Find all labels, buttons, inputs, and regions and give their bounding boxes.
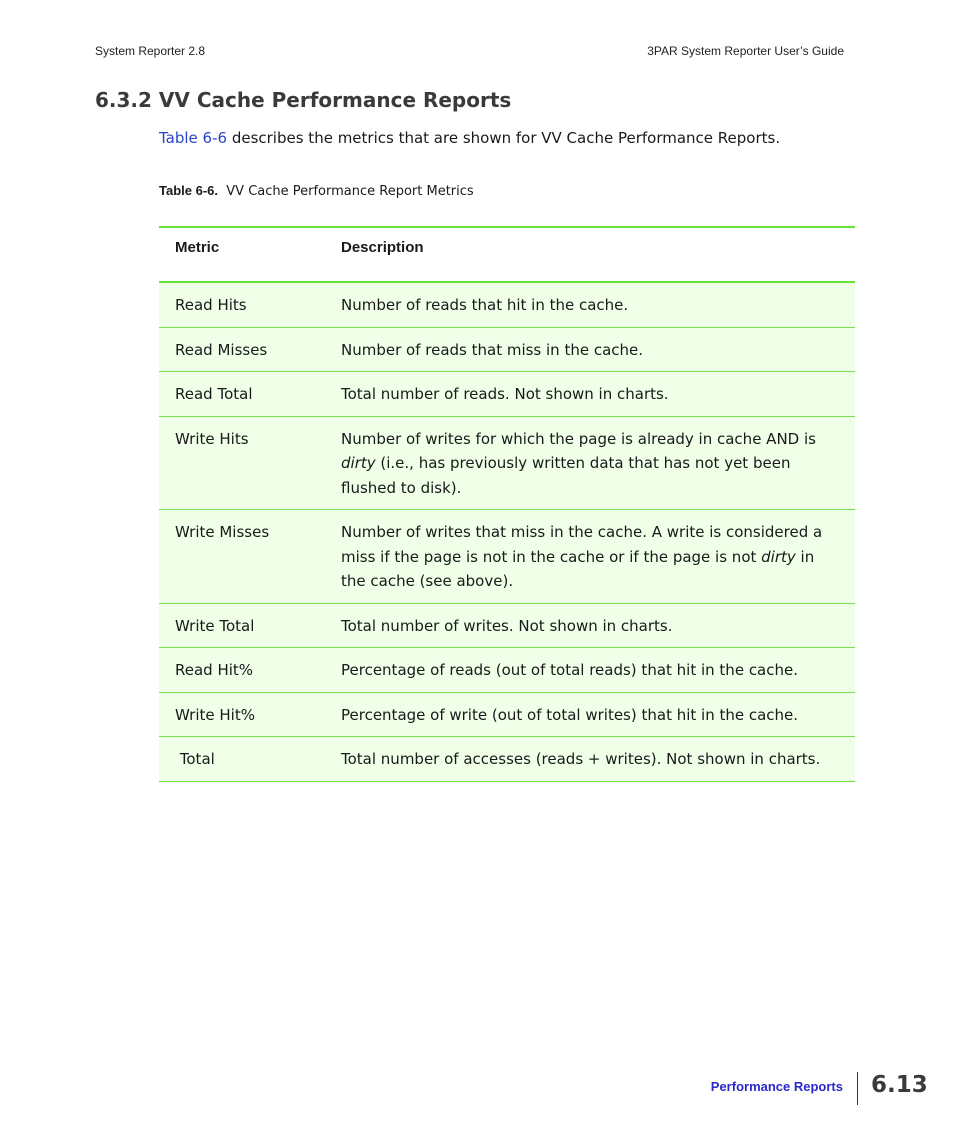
table-row <box>159 648 855 693</box>
table-row <box>159 372 855 417</box>
description-emphasis: dirty <box>761 547 796 566</box>
metric-cell: Total <box>159 737 325 782</box>
metric-cell: Read Misses <box>159 327 325 372</box>
table-row <box>159 416 855 510</box>
description-text: in the cache (see above). <box>341 547 815 590</box>
intro-text: describes the metrics that are shown for VV Cache Performance Reports. <box>227 129 781 147</box>
footer-divider <box>857 1072 858 1105</box>
running-header-left: System Reporter 2.8 <box>95 44 206 58</box>
description-emphasis: dirty <box>341 454 376 472</box>
intro-paragraph <box>159 129 780 147</box>
description-cell <box>325 510 855 604</box>
table-caption <box>159 183 474 199</box>
description-text: Number of writes for which the page is already in cache AND is <box>341 429 816 448</box>
description-text: (i.e., has previously written data that has not yet been flushed to disk). <box>341 454 791 497</box>
footer-section-label: Performance Reports <box>710 1079 843 1094</box>
description-text: Number of writes that miss in the cache. A write is considered a miss if the page is not in the cache or if the page is not <box>341 523 823 566</box>
table-row <box>159 603 855 648</box>
description-cell: Percentage of reads (out of total reads) that hit in the cache. <box>325 648 855 693</box>
table-header-row <box>159 227 855 282</box>
description-cell: Total number of reads. Not shown in charts. <box>325 372 855 417</box>
running-header-right: 3PAR System Reporter User’s Guide <box>647 44 844 58</box>
metric-cell: Write Hits <box>159 416 325 510</box>
column-header-metric: Metric <box>159 227 325 282</box>
table-reference-link[interactable]: Table 6-6 <box>159 129 228 147</box>
description-cell: Percentage of write (out of total writes) that hit in the cache. <box>325 692 855 737</box>
description-cell: Total number of writes. Not shown in charts. <box>325 603 855 648</box>
description-cell: Total number of accesses (reads + writes). Not shown in charts. <box>325 737 855 782</box>
description-cell <box>325 416 855 510</box>
table-row <box>159 737 855 782</box>
metric-cell: Write Misses <box>159 510 325 604</box>
metric-cell: Read Total <box>159 372 325 417</box>
section-title: 6.3.2 VV Cache Performance Reports <box>95 88 512 112</box>
description-cell: Number of reads that hit in the cache. <box>325 282 855 327</box>
metric-cell: Write Total <box>159 603 325 648</box>
table-caption-text: VV Cache Performance Report Metrics <box>218 184 474 199</box>
table-row <box>159 282 855 327</box>
metric-cell: Read Hit% <box>159 648 325 693</box>
metric-cell: Read Hits <box>159 282 325 327</box>
metric-cell: Write Hit% <box>159 692 325 737</box>
metrics-table <box>159 226 855 782</box>
table-caption-number: Table 6-6. <box>159 183 219 198</box>
description-cell: Number of reads that miss in the cache. <box>325 327 855 372</box>
table-row <box>159 510 855 604</box>
page-number: 6.13 <box>871 1072 928 1098</box>
table-row <box>159 692 855 737</box>
table-row <box>159 327 855 372</box>
column-header-description: Description <box>325 227 855 282</box>
